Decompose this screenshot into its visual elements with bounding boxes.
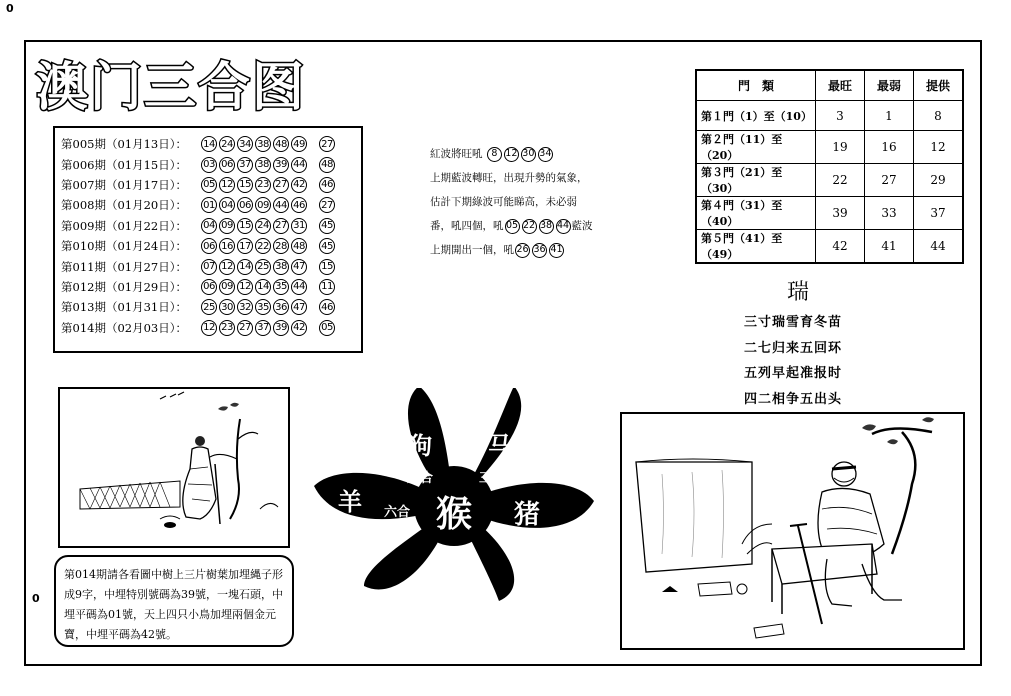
hint-number-ball: 8 — [487, 147, 502, 162]
special-number-ball: 27 — [319, 136, 335, 152]
hint-number-ball: 26 — [515, 243, 530, 258]
hint-number-ball: 12 — [504, 147, 519, 162]
riddle-line: 五列早起准报时 — [744, 366, 843, 381]
number-ball: 44 — [273, 197, 289, 213]
number-ball: 24 — [219, 136, 235, 152]
corner-mark-left: 0 — [32, 592, 40, 605]
draw-row — [61, 195, 361, 215]
draw-balls — [201, 218, 335, 234]
number-ball: 09 — [219, 218, 235, 234]
special-number-ball: 11 — [319, 279, 335, 295]
flower-label-sheep: 羊 — [338, 488, 362, 516]
draw-period-label: 第010期（01月24日）： — [61, 239, 187, 254]
draw-period-label: 第008期（01月20日）： — [61, 198, 187, 213]
hint-line-1: 紅波將旺吼 8 12 30 34 — [430, 148, 552, 160]
draw-row — [61, 277, 361, 297]
number-ball: 35 — [255, 299, 271, 315]
number-ball: 30 — [219, 299, 235, 315]
draw-balls — [201, 238, 335, 254]
number-ball: 22 — [255, 238, 271, 254]
hint-number-ball: 41 — [549, 243, 564, 258]
number-ball: 06 — [201, 279, 217, 295]
number-ball: 49 — [291, 136, 307, 152]
hint-line-2: 上期藍波轉旺，出現升勢的氣象， — [430, 172, 588, 184]
stats-gate-cell: 第４門（31）至（40） — [696, 197, 816, 230]
number-ball: 14 — [255, 279, 271, 295]
number-ball: 25 — [255, 259, 271, 275]
draw-period-label: 第011期（01月27日）： — [61, 259, 187, 274]
number-ball: 25 — [201, 299, 217, 315]
number-ball: 12 — [219, 259, 235, 275]
number-ball: 15 — [237, 218, 253, 234]
number-ball: 12 — [237, 279, 253, 295]
stats-hot-cell: 42 — [816, 230, 865, 264]
stats-gate-cell: 第５門（41）至（49） — [696, 230, 816, 264]
flower-label-dog: 狗 — [408, 432, 432, 460]
number-ball: 12 — [201, 320, 217, 336]
flower-label-horse: 马 — [488, 432, 512, 460]
number-ball: 01 — [201, 197, 217, 213]
stats-header-hot: 最旺 — [816, 70, 865, 101]
special-number-ball: 45 — [319, 218, 335, 234]
number-ball: 06 — [201, 238, 217, 254]
hint-number-ball: 44 — [556, 219, 571, 234]
hint-line-3: 估計下期綠波可能睇高，未必弱 — [430, 196, 577, 208]
number-ball: 34 — [237, 136, 253, 152]
gate-stats-table — [695, 69, 964, 264]
hint-number-ball: 36 — [532, 243, 547, 258]
stats-gate-cell: 第１門（1）至（10） — [696, 101, 816, 131]
number-ball: 42 — [291, 177, 307, 193]
draw-balls — [201, 157, 335, 173]
hint-number-ball: 38 — [539, 219, 554, 234]
stats-hot-cell: 19 — [816, 131, 865, 164]
hint-number-ball: 30 — [521, 147, 536, 162]
number-ball: 14 — [237, 259, 253, 275]
number-ball: 38 — [255, 136, 271, 152]
explanation-note: 第014期請各看圖中樹上三片樹葉加埋縄子形成9字，中埋特別號碼為39號，一塊石頭，中埋平碼為01號，天上四只小鳥加埋兩個金元寶，中埋平碼為42號。 — [54, 555, 294, 647]
number-ball: 17 — [237, 238, 253, 254]
stats-cold-cell: 27 — [865, 164, 914, 197]
draw-balls — [201, 136, 335, 152]
draw-period-label: 第006期（01月15日）： — [61, 157, 187, 172]
number-ball: 28 — [273, 238, 289, 254]
stats-cold-cell: 1 — [865, 101, 914, 131]
hint-text — [430, 142, 650, 262]
special-number-ball: 27 — [319, 197, 335, 213]
number-ball: 04 — [201, 218, 217, 234]
number-ball: 32 — [237, 299, 253, 315]
number-ball: 14 — [201, 136, 217, 152]
stats-row — [696, 197, 963, 230]
special-number-ball: 48 — [319, 157, 335, 173]
number-ball: 48 — [273, 136, 289, 152]
number-ball: 27 — [237, 320, 253, 336]
draw-row — [61, 256, 361, 276]
number-ball: 06 — [219, 157, 235, 173]
number-ball: 37 — [255, 320, 271, 336]
number-ball: 09 — [219, 279, 235, 295]
draw-row — [61, 154, 361, 174]
corner-mark-top: 0 — [6, 2, 14, 15]
number-ball: 35 — [273, 279, 289, 295]
number-ball: 06 — [237, 197, 253, 213]
hint-number-ball: 22 — [522, 219, 537, 234]
number-ball: 04 — [219, 197, 235, 213]
flower-label-sanhe: 三合 — [478, 471, 506, 486]
number-ball: 46 — [291, 197, 307, 213]
draw-balls — [201, 320, 335, 336]
number-ball: 39 — [273, 320, 289, 336]
number-ball: 31 — [291, 218, 307, 234]
draw-row — [61, 297, 361, 317]
draw-balls — [201, 259, 335, 275]
draw-period-label: 第014期（02月03日）： — [61, 320, 187, 335]
number-ball: 38 — [273, 259, 289, 275]
stats-row — [696, 230, 963, 264]
number-ball: 07 — [201, 259, 217, 275]
draw-row — [61, 318, 361, 338]
draw-row — [61, 216, 361, 236]
stats-cold-cell: 41 — [865, 230, 914, 264]
stats-cold-cell: 16 — [865, 131, 914, 164]
number-ball: 44 — [291, 157, 307, 173]
illustration-sage-with-fence — [58, 387, 290, 548]
stats-offer-cell: 12 — [914, 131, 964, 164]
flower-label-liuhe: 六合 — [406, 471, 434, 486]
flower-label-pig: 猪 — [513, 500, 541, 530]
number-ball: 05 — [201, 177, 217, 193]
special-number-ball: 46 — [319, 299, 335, 315]
stats-offer-cell: 44 — [914, 230, 964, 264]
number-ball: 36 — [273, 299, 289, 315]
stats-row — [696, 101, 963, 131]
stats-header-cold: 最弱 — [865, 70, 914, 101]
draw-period-label: 第013期（01月31日）： — [61, 300, 187, 315]
number-ball: 03 — [201, 157, 217, 173]
hint-line-5: 上期開出一個，吼 26 36 41 — [430, 244, 563, 256]
number-ball: 23 — [255, 177, 271, 193]
stats-row — [696, 131, 963, 164]
zodiac-flower — [312, 388, 597, 603]
riddle-line: 二七归来五回环 — [744, 341, 843, 356]
draw-period-label: 第005期（01月13日）： — [61, 137, 187, 152]
hint-number-ball: 05 — [505, 219, 520, 234]
number-ball: 47 — [291, 259, 307, 275]
number-ball: 12 — [219, 177, 235, 193]
special-number-ball: 46 — [319, 177, 335, 193]
number-ball: 42 — [291, 320, 307, 336]
number-ball: 24 — [255, 218, 271, 234]
draw-balls — [201, 279, 335, 295]
number-ball: 38 — [255, 157, 271, 173]
stats-header-offer: 提供 — [914, 70, 964, 101]
draw-row — [61, 175, 361, 195]
stats-offer-cell: 8 — [914, 101, 964, 131]
stats-gate-cell: 第３門（21）至（30） — [696, 164, 816, 197]
riddle-title: 瑞 — [787, 280, 810, 305]
number-ball: 37 — [237, 157, 253, 173]
stats-row — [696, 164, 963, 197]
stats-hot-cell: 22 — [816, 164, 865, 197]
draw-balls — [201, 299, 335, 315]
page-title: 澳门三合图 — [36, 58, 307, 118]
draw-balls — [201, 177, 335, 193]
number-ball: 39 — [273, 157, 289, 173]
riddle-line: 三寸瑞雪育冬苗 — [744, 315, 843, 330]
number-ball: 16 — [219, 238, 235, 254]
special-number-ball: 45 — [319, 238, 335, 254]
illustration-man-on-bench — [620, 412, 965, 650]
draw-balls — [201, 197, 335, 213]
stats-gate-cell: 第２門（11）至（20） — [696, 131, 816, 164]
draw-period-label: 第012期（01月29日）： — [61, 279, 187, 294]
stats-header-gate: 門 類 — [696, 70, 816, 101]
hint-line-4: 番，吼四個，吼 05 22 38 44 藍波 — [430, 220, 593, 232]
flower-label-monkey: 猴 — [435, 494, 473, 535]
stats-hot-cell: 39 — [816, 197, 865, 230]
stats-offer-cell: 37 — [914, 197, 964, 230]
special-number-ball: 15 — [319, 259, 335, 275]
number-ball: 15 — [237, 177, 253, 193]
draw-history-table — [53, 126, 363, 353]
flower-label-liuhe-left: 六合 — [383, 505, 411, 520]
riddle-line: 四二相争五出头 — [744, 392, 843, 407]
stats-header-row — [696, 70, 963, 101]
number-ball: 48 — [291, 238, 307, 254]
number-ball: 44 — [291, 279, 307, 295]
stats-offer-cell: 29 — [914, 164, 964, 197]
number-ball: 27 — [273, 218, 289, 234]
stats-hot-cell: 3 — [816, 101, 865, 131]
draw-row — [61, 134, 361, 154]
stats-cold-cell: 33 — [865, 197, 914, 230]
number-ball: 23 — [219, 320, 235, 336]
number-ball: 27 — [273, 177, 289, 193]
draw-period-label: 第007期（01月17日）： — [61, 177, 187, 192]
number-ball: 47 — [291, 299, 307, 315]
draw-period-label: 第009期（01月22日）： — [61, 218, 187, 233]
special-number-ball: 05 — [319, 320, 335, 336]
hint-number-ball: 34 — [538, 147, 553, 162]
draw-row — [61, 236, 361, 256]
number-ball: 09 — [255, 197, 271, 213]
